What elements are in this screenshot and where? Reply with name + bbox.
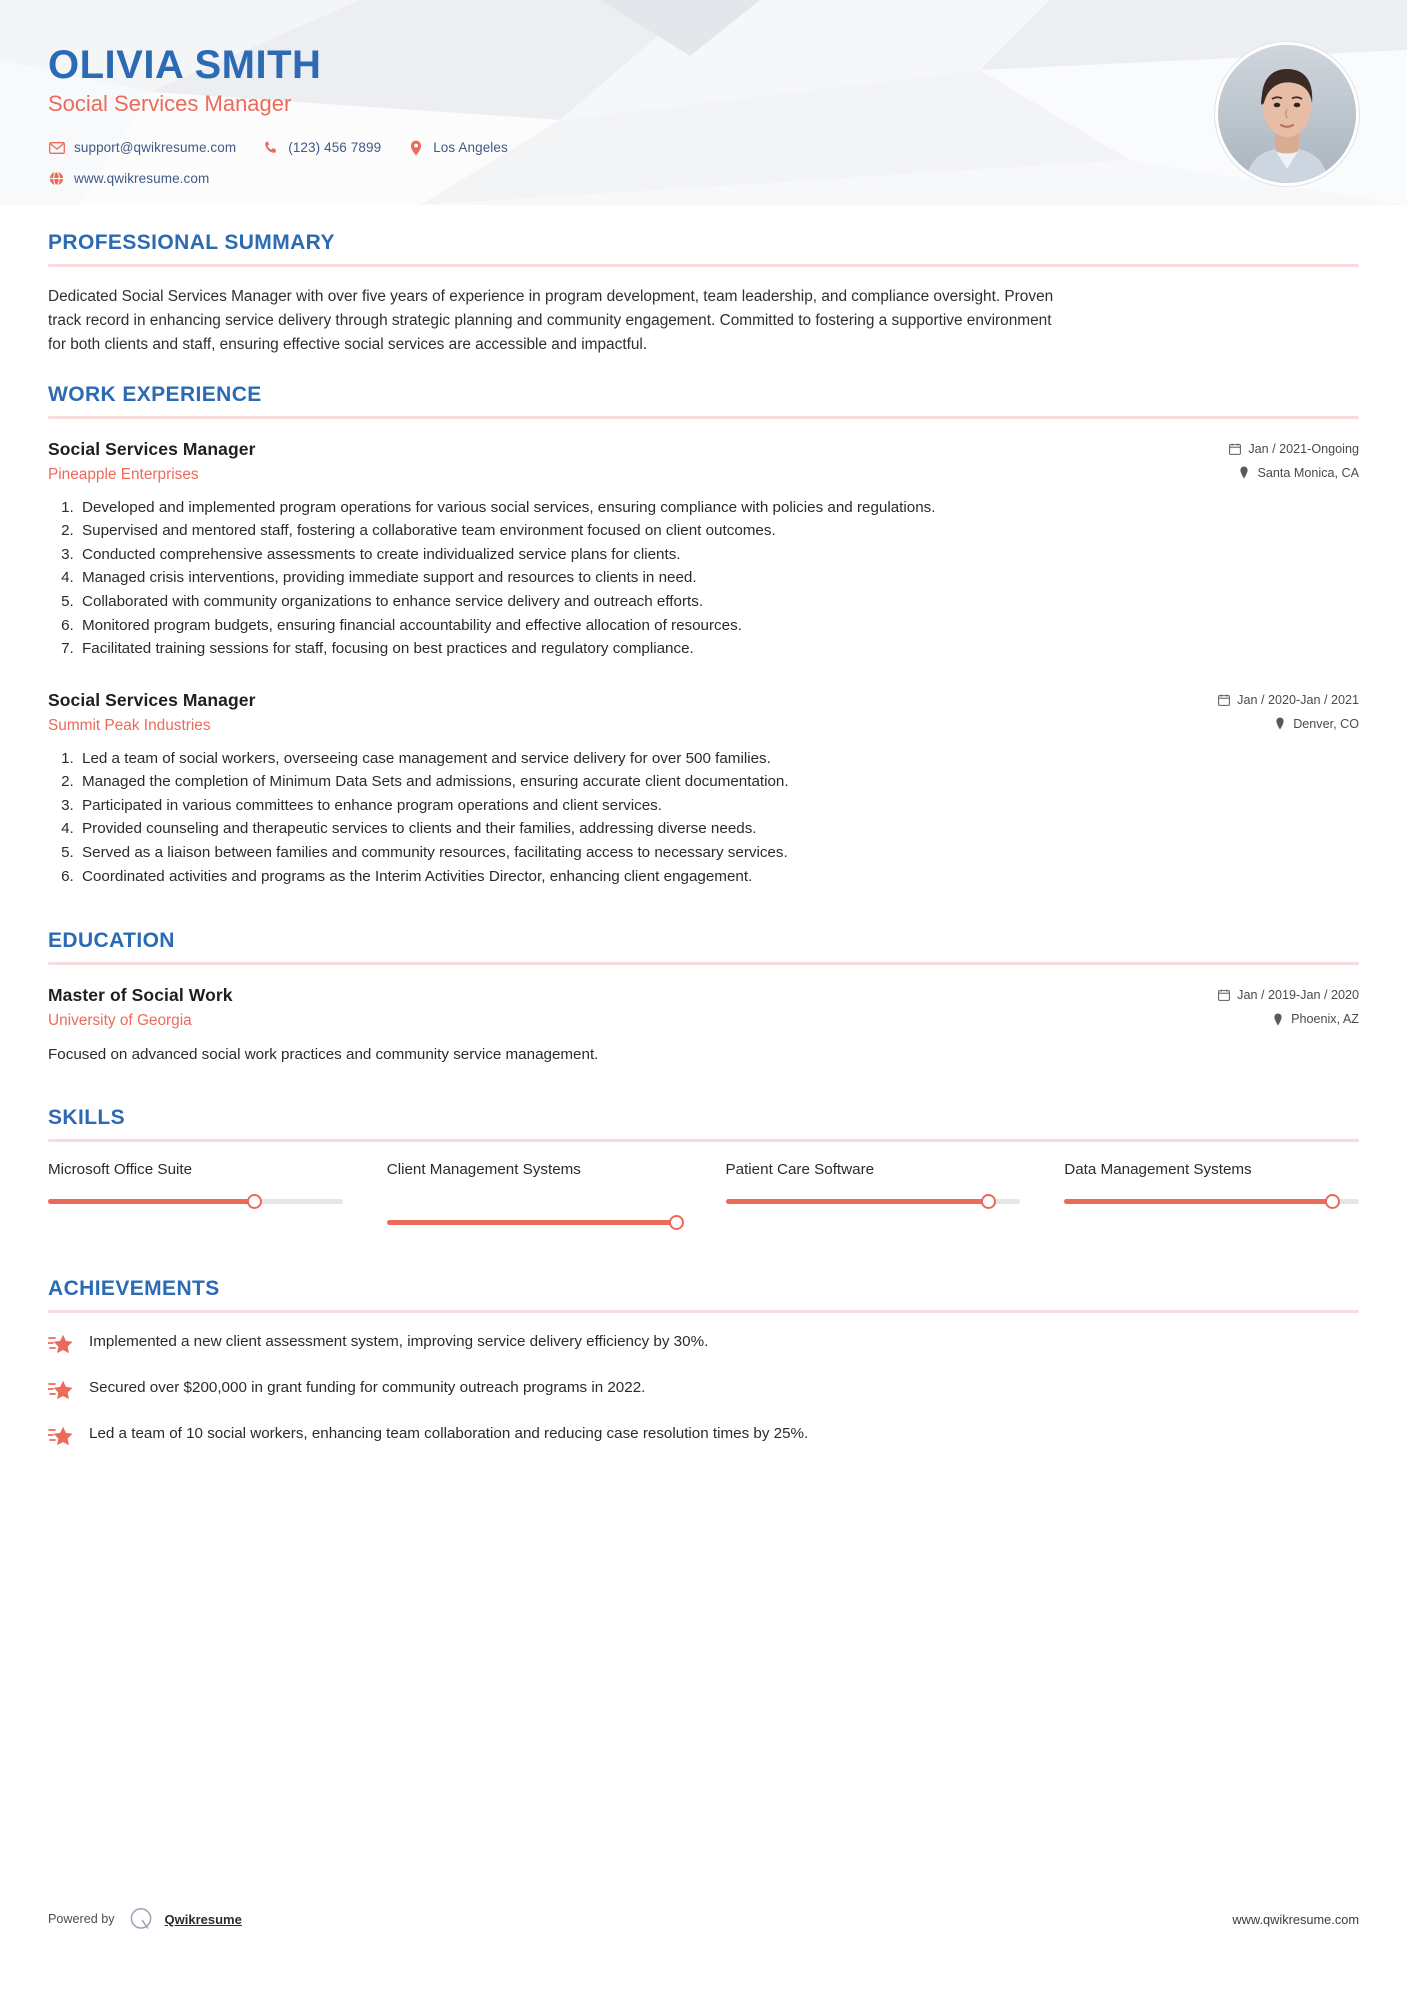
footer-website[interactable]: www.qwikresume.com	[1232, 1911, 1359, 1927]
section-title-experience: WORK EXPERIENCE	[48, 382, 262, 406]
skill-item	[1064, 1160, 1359, 1229]
contact-info	[48, 139, 1359, 187]
job-date-text: Jan / 2021-Ongoing	[1248, 441, 1359, 456]
job-bullet: 2. Supervised and mentored staff, fostering a collaborative team environment focused on client outcomes.	[78, 520, 1359, 542]
brand-link[interactable]: Qwikresume	[164, 1911, 242, 1927]
skill-fill	[726, 1199, 988, 1204]
job-bullet-list	[48, 748, 1359, 887]
section-education	[48, 929, 1359, 1066]
skill-item	[726, 1160, 1021, 1229]
education-location-text: Phoenix, AZ	[1291, 1012, 1359, 1027]
education-date-text: Jan / 2019-Jan / 2020	[1237, 988, 1359, 1003]
contact-email-text: support@qwikresume.com	[74, 140, 237, 155]
star-icon	[48, 1423, 74, 1447]
job-bullet: 3. Participated in various committees to enhance program operations and client services.	[78, 795, 1359, 817]
education-description: Focused on advanced social work practices and community service management.	[48, 1046, 599, 1064]
summary-paragraph: Dedicated Social Services Manager with over five years of experience in program development, team leadership, and compliance oversight. Proven track record in enhancing service delivery through strategic planning and community engagement. Committed to fostering a supportive environment for both clients and staff, ensuring effective social services are accessible and impactful.	[48, 288, 1054, 353]
skill-knob[interactable]	[669, 1215, 684, 1230]
education-entry-left	[48, 985, 1217, 1030]
section-divider	[48, 416, 1359, 419]
skill-label: Data Management Systems	[1064, 1161, 1252, 1179]
calendar-icon	[1228, 442, 1241, 455]
job-bullet-list	[48, 497, 1359, 660]
powered-by-group	[48, 1906, 242, 1932]
experience-entry-left	[48, 439, 1228, 484]
globe-icon	[48, 170, 65, 187]
job-bullet: 7. Facilitated training sessions for staff, focusing on best practices and regulatory compliance.	[78, 638, 1359, 660]
section-title-skills: SKILLS	[48, 1106, 126, 1130]
job-bullet: 4. Managed crisis interventions, providing immediate support and resources to clients in need.	[78, 567, 1359, 589]
degree-title: Master of Social Work	[48, 985, 233, 1006]
contact-website[interactable]	[48, 170, 209, 187]
section-professional-summary	[48, 231, 1359, 357]
achievement-item	[48, 1377, 1359, 1401]
skill-knob[interactable]	[1325, 1194, 1340, 1209]
job-location-text: Santa Monica, CA	[1257, 465, 1359, 480]
section-skills	[48, 1106, 1359, 1229]
skill-progress	[387, 1215, 682, 1229]
calendar-icon	[1217, 989, 1230, 1002]
job-bullet: 4. Provided counseling and therapeutic services to clients and their families, addressing diverse needs.	[78, 818, 1359, 840]
location-pin-icon	[1237, 466, 1250, 479]
skills-grid	[48, 1160, 1359, 1229]
contact-email[interactable]	[48, 139, 236, 156]
job-bullet: 3. Conducted comprehensive assessments to create individualized service plans for clients.	[78, 544, 1359, 566]
achievement-text: Secured over $200,000 in grant funding for community outreach programs in 2022.	[89, 1379, 646, 1397]
location-pin-icon	[1273, 717, 1286, 730]
job-title: Social Services Manager	[48, 689, 256, 710]
experience-entry-meta	[1217, 690, 1359, 731]
job-bullet: 1. Developed and implemented program operations for various social services, ensuring compliance with policies and regulations.	[78, 497, 1359, 519]
job-bullet: 5. Collaborated with community organizations to enhance service delivery and outreach efforts.	[78, 591, 1359, 613]
job-bullet: 1. Led a team of social workers, overseeing case management and service delivery for over 500 families.	[78, 748, 1359, 770]
skill-progress	[726, 1194, 1021, 1208]
job-date	[1228, 442, 1359, 456]
skill-item	[387, 1160, 682, 1229]
skill-label: Patient Care Software	[725, 1161, 875, 1179]
skill-knob[interactable]	[247, 1194, 262, 1209]
contact-website-text: www.qwikresume.com	[74, 171, 210, 186]
skill-fill	[1064, 1199, 1332, 1204]
experience-entry-header	[48, 690, 1359, 735]
section-title-summary: PROFESSIONAL SUMMARY	[48, 231, 335, 254]
skill-fill	[48, 1199, 254, 1204]
skill-knob[interactable]	[981, 1194, 996, 1209]
contact-phone-text: (123) 456 7899	[288, 140, 382, 155]
page-footer	[48, 1906, 1359, 1932]
contact-location	[407, 139, 508, 156]
experience-entry	[48, 439, 1359, 660]
experience-entry-left	[48, 690, 1217, 735]
job-title: Social Services Manager	[48, 438, 256, 459]
company-name: Pineapple Enterprises	[48, 465, 199, 483]
education-location	[1217, 1012, 1359, 1026]
star-icon	[48, 1331, 74, 1355]
skill-fill	[387, 1220, 676, 1225]
job-bullet: 5. Served as a liaison between families and community resources, facilitating access to necessary services.	[78, 842, 1359, 864]
experience-entry-meta	[1228, 439, 1359, 480]
section-divider	[48, 264, 1359, 267]
contact-row-primary	[48, 139, 1359, 156]
skill-progress	[1064, 1194, 1359, 1208]
job-bullet: 2. Managed the completion of Minimum Data Sets and admissions, ensuring accurate client documentation.	[78, 771, 1359, 793]
envelope-icon	[48, 139, 65, 156]
q-logo-icon	[128, 1906, 154, 1932]
candidate-role: Social Services Manager	[48, 91, 292, 116]
skill-label: Microsoft Office Suite	[48, 1161, 193, 1179]
school-name: University of Georgia	[48, 1012, 192, 1030]
job-bullet: 6. Monitored program budgets, ensuring financial accountability and effective allocation of resources.	[78, 615, 1359, 637]
job-date-text: Jan / 2020-Jan / 2021	[1237, 692, 1359, 707]
education-entry-header	[48, 985, 1359, 1030]
candidate-name: OLIVIA SMITH	[48, 43, 322, 87]
resume-header	[0, 0, 1407, 205]
section-title-education: EDUCATION	[48, 929, 175, 953]
job-date	[1217, 693, 1359, 707]
achievement-item	[48, 1331, 1359, 1355]
phone-icon	[262, 139, 279, 156]
star-icon	[48, 1377, 74, 1401]
contact-row-website	[48, 170, 1359, 187]
achievement-text: Led a team of 10 social workers, enhancing team collaboration and reducing case resolution times by 25%.	[89, 1425, 809, 1443]
job-location-text: Denver, CO	[1293, 716, 1359, 731]
job-location	[1228, 466, 1359, 480]
experience-entry-header	[48, 439, 1359, 484]
map-pin-icon	[407, 139, 424, 156]
job-bullet: 6. Coordinated activities and programs as the Interim Activities Director, enhancing client engagement.	[78, 866, 1359, 888]
company-name: Summit Peak Industries	[48, 716, 211, 734]
skill-progress	[48, 1194, 343, 1208]
skill-label: Client Management Systems	[386, 1161, 581, 1179]
section-work-experience	[48, 383, 1359, 888]
resume-body	[0, 231, 1407, 1447]
section-title-achievements: ACHIEVEMENTS	[48, 1277, 220, 1301]
achievement-item	[48, 1423, 1359, 1447]
contact-location-text: Los Angeles	[433, 140, 508, 155]
avatar	[1215, 42, 1359, 186]
education-entry-meta	[1217, 985, 1359, 1026]
calendar-icon	[1217, 693, 1230, 706]
education-entry	[48, 985, 1359, 1066]
skill-item	[48, 1160, 343, 1229]
section-divider	[48, 1310, 1359, 1313]
contact-phone[interactable]	[262, 139, 381, 156]
achievement-list	[48, 1331, 1359, 1447]
powered-by-label: Powered by	[48, 1912, 115, 1926]
education-date	[1217, 988, 1359, 1002]
location-pin-icon	[1271, 1013, 1284, 1026]
section-divider	[48, 1139, 1359, 1142]
experience-entry	[48, 690, 1359, 887]
achievement-text: Implemented a new client assessment system, improving service delivery efficiency by 30%.	[89, 1333, 709, 1351]
section-divider	[48, 962, 1359, 965]
job-location	[1217, 717, 1359, 731]
section-achievements	[48, 1277, 1359, 1447]
